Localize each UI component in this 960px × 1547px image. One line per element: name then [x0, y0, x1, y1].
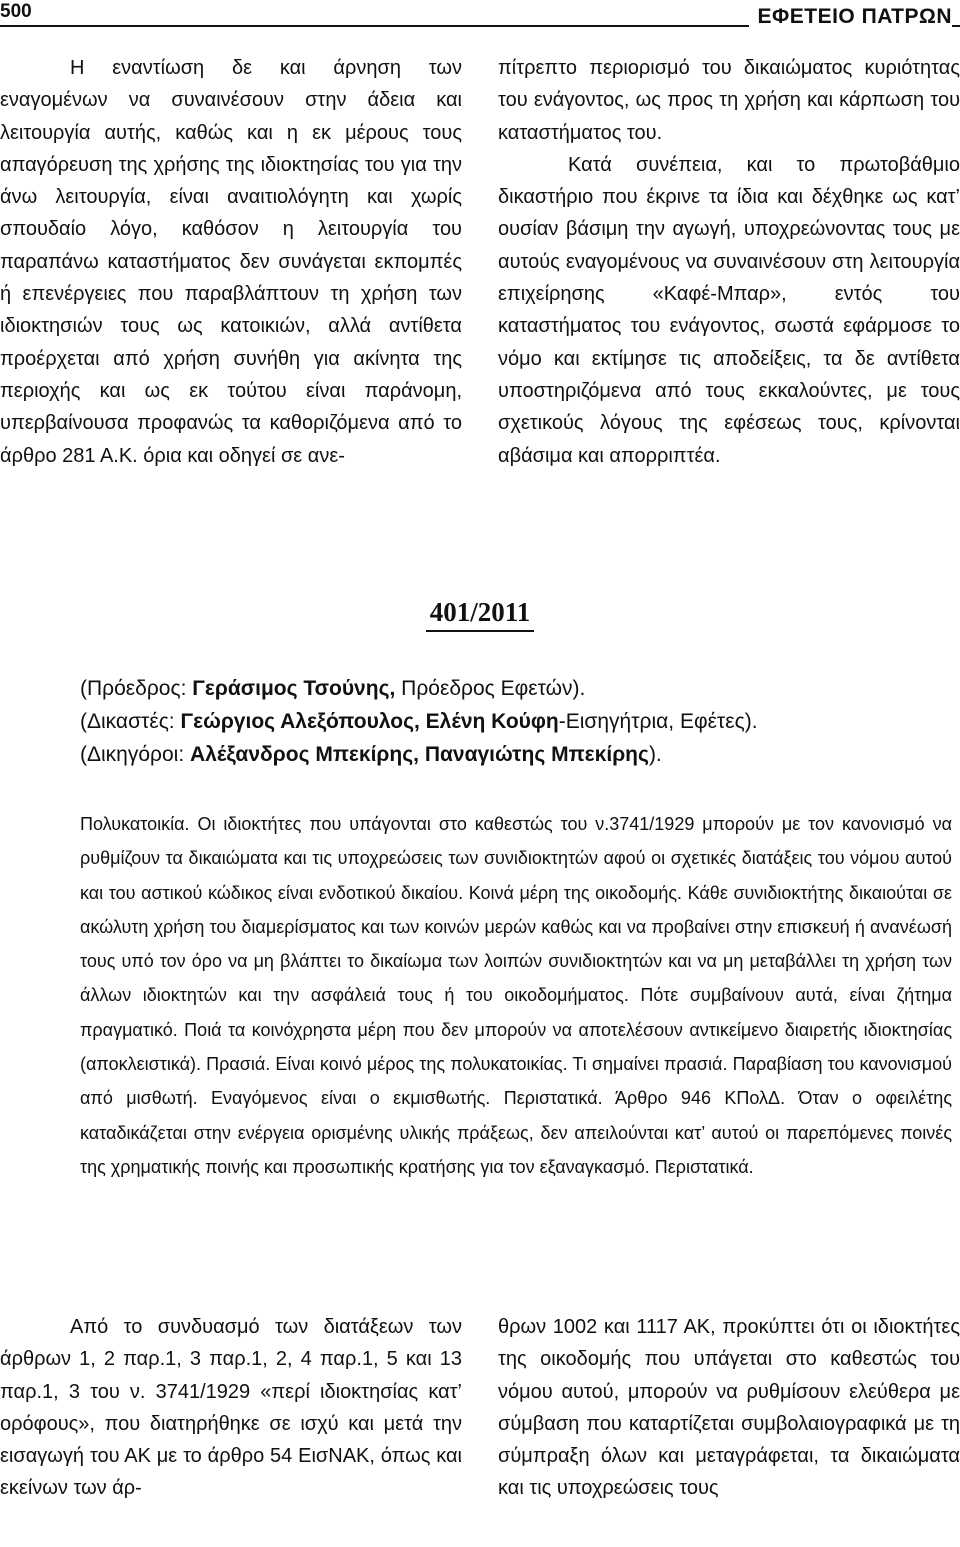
running-head-journal-title: ΕΦΕΤΕΙΟ ΠΑΤΡΩΝ — [749, 4, 952, 30]
headnote-text: Πολυκατοικία. Οι ιδιοκτήτες που υπάγονται στο καθεστώς του ν.3741/1929 μπορούν με τον κανονισμό να ρυθμίζουν τα δικαιώματα και τις υποχρεώσεις των συνιδιοκτητών αφού οι σχετικές διατάξεις του νόμου αυτού και του αστικού κώδικος είναι ενδοτικού δικαίου. Κοινά μέρη της οικοδομής. Κάθε συνιδιοκτήτης δικαιούται σε ακώλυτη χρήση του διαμερίσματος και των κοινών μερών καθώς και να προβαίνει στην επισκευή ή ανανέωσή τους υπό τον όρο να μη βλάπτει το δικαίωμα των λοιπών συνιδιοκτητών και να μη μεταβάλλει τη χρήση των άλλων ιδιοκτητών και την ασφάλειά τους ή του οικοδομήματος. Πότε συμβαίνουν αυτά, είναι ζήτημα πραγματικό. Ποιά τα κοινόχρηστα μέρη που δεν μπορούν να αποτελέσουν αντικείμενο διαιρετής ιδιοκτησίας (αποκλειστικά). Πρασιά. Είναι κοινό μέρος της πολυκατοικίας. Τι σημαίνει πρασιά. Παραβίαση του κανονισμού από μισθωτή. Εναγόμενος είναι ο εκμισθωτής. Περιστατικά. Άρθρο 946 ΚΠολΔ. Όταν ο οφειλέτης καταδικάζεται στην ενέργεια ορισμένης υλικής πράξεως, δεν απειλούνται κατ’ αυτού οι παρεπόμενες ποινές της χρηματικής ποινής και προσωπικής κρατήσης για τον εξαναγκασμό. Περιστατικά. — [80, 814, 952, 1177]
bottom-right-column — [498, 1311, 960, 1505]
bottom-right-paragraph: θρων 1002 και 1117 ΑΚ, προκύπτει ότι οι ιδιοκτήτες της οικοδομής που υπάγεται στο καθεστώς του νόμου αυτού, μπορούν να ρυθμίσουν ελεύθερα με σύμβαση που καταρτίζεται συμβολαιογραφικά με τη σύμπραξη όλων και μεταγράφεται, τα δικαιώματα και τις υποχρεώσεις τους — [498, 1316, 960, 1500]
page-number: 500 — [0, 0, 38, 24]
judges-title: -Εισηγήτρια, Εφέτες). — [558, 710, 758, 733]
lawyers-line — [80, 738, 940, 771]
top-left-paragraph: Η εναντίωση δε και άρνηση των εναγομένων να συναινέσουν στην άδεια και λειτουργία αυτής, καθώς και η εκ μέρους τους απαγόρευση της χρήσης της ιδιοκτησίας του για την άνω λειτουργία, είναι αναιτιολόγητη και χωρίς σπουδαίο λόγο, καθόσον η λειτουργία του παραπάνω καταστήματος δεν συνάγεται εκπομπές ή επενέργειες που παραβλάπτουν τη χρήση των ιδιοκτησιών τους ως κατοικιών, αλλά αντίθετα προέρχεται από χρήση συνήθη για ακίνητα της περιοχής και ως εκ τούτου είναι παράνομη, υπερβαίνουσα προφανώς τα καθοριζόμενα από το άρθρο 281 Α.Κ. όρια και οδηγεί σε ανε- — [0, 57, 462, 467]
president-label: (Πρόεδρος: — [80, 677, 193, 700]
judges-label: (Δικαστές: — [80, 710, 181, 733]
headnote-summary — [80, 807, 952, 1184]
president-name: Γεράσιμος Τσούνης, — [192, 677, 396, 700]
top-right-continued-paragraph: πίτρεπτο περιορισμό του δικαιώματος κυριότητας του ενάγοντος, ως προς τη χρήση και κάρπωση του καταστήματος του. — [498, 57, 960, 144]
court-composition — [80, 672, 940, 771]
lawyers-label: (Δικηγόροι: — [80, 743, 191, 766]
top-right-paragraph: Κατά συνέπεια, και το πρωτοβάθμιο δικαστήριο που έκρινε τα ίδια και δέχθηκε ως κατ’ ουσίαν βάσιμη την αγωγή, υποχρεώνοντας τους με αυτούς εναγομένους να συναινέσουν στη λειτουργία επιχείρησης «Καφέ-Μπαρ», εντός του καταστήματος του ενάγοντος, σωστά εφάρμοσε το νόμο και εκτίμησε τις αποδείξεις, τα δε αντίθετα υποστηριζόμενα από τους εκκαλούντες, με τους σχετικούς λόγους της εφέσεως τους, κρίνονται αβάσιμα και απορριπτέα. — [498, 153, 960, 467]
lawyers-closing: ). — [648, 743, 662, 766]
president-line — [80, 672, 940, 705]
judges-line — [80, 705, 940, 738]
decision-number — [0, 597, 960, 632]
judges-names: Γεώργιος Αλεξόπουλος, Ελένη Κούφη — [180, 710, 559, 733]
top-left-column — [0, 52, 462, 472]
decision-number-text: 401/2011 — [426, 597, 535, 632]
president-title: Πρόεδρος Εφετών). — [395, 677, 586, 700]
top-right-column — [498, 52, 960, 472]
bottom-left-paragraph: Από το συνδυασμό των διατάξεων των άρθρων 1, 2 παρ.1, 3 παρ.1, 2, 4 παρ.1, 5 και 13 παρ.1, 3 του ν. 3741/1929 «περί ιδιοκτησίας κατ’ ορόφους», που διατηρήθηκε σε ισχύ και μετά την εισαγωγή του ΑΚ με το άρθρο 54 ΕισΝΑΚ, όπως και εκείνων των άρ- — [0, 1316, 462, 1500]
bottom-left-column — [0, 1311, 462, 1505]
lawyers-names: Αλέξανδρος Μπεκίρης, Παναγιώτης Μπεκίρης — [190, 743, 649, 766]
